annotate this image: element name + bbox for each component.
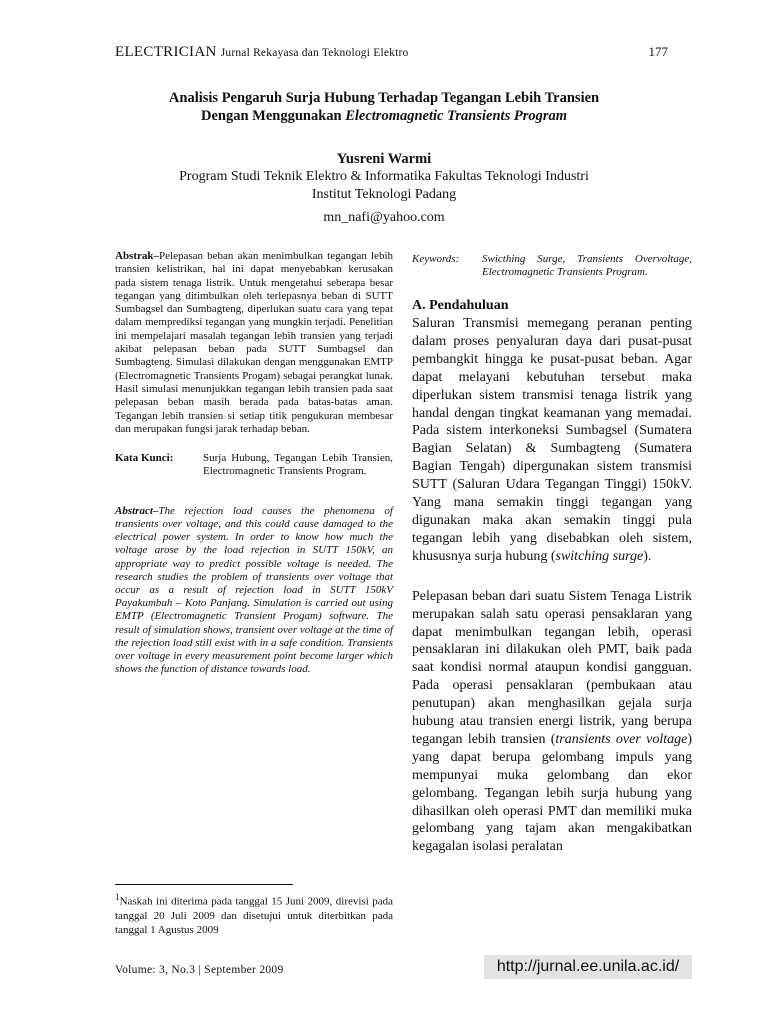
abstract-text: The rejection load causes the phenomena of transients over voltage, and this could cause damaged to the electrical power system. In order to know how much the voltage arose by the load rejection in SUTT 150kV, an appropriate way to predict possible voltage is needed. The research studies the problem of transients over voltage that occur as a result of rejection load in SUTT 150kV Payakumbuh – Koto Panjang. Simulation is carried out using EMTP (Electromagnetic Transient Progam) software. The result of simulation shows, transient over voltage at the time of the rejection load still exist with in a safe condition. Transients over voltage in every measurement point become larger which shows the function of distance towards load. bbox=[115, 504, 393, 676]
abstrak bbox=[115, 250, 393, 436]
journal-main-title: ELECTRICIAN bbox=[115, 44, 217, 60]
paper-title-line2-italic: Electromagnetic Transients Program bbox=[345, 108, 568, 124]
kata-kunci-label: Kata Kunci: bbox=[115, 452, 174, 465]
intro-p2-part-b: ) yang dapat berupa gelombang impuls yang mempunyai muka gelombang dan ekor gelombang. Tegangan lebih surja hubung yang dihasilkan oleh operasi PMT dan memiliki muka gelombang yang tajam akan mengakibatkan kegagalan isolasi peralatan bbox=[412, 731, 692, 855]
journal-subtitle: Jurnal Rekayasa dan Teknologi Elektro bbox=[220, 47, 409, 59]
page-number: 177 bbox=[648, 44, 668, 59]
footnote-marker: 1 bbox=[115, 892, 120, 902]
page-header bbox=[115, 44, 668, 66]
intro-paragraph-1 bbox=[412, 315, 692, 566]
footer-url-link[interactable]: http://jurnal.ee.unila.ac.id/ bbox=[484, 955, 692, 979]
journal-name bbox=[115, 44, 408, 61]
abstrak-text: Pelepasan beban akan menimbulkan tegangan lebih transien kelistrikan, hal ini dapat menyebabkan kerusakan pada sistem tenaga listrik. Untuk mengetahui seberapa besar tegangan yang ditimbulkan oleh terlepasnya beban di SUTT Sumbagsel dan Sumbagteng, diperlukan suatu cara yang tepat dalam memprediksi tegangan yang mungkin terjadi. Penelitian ini mempelajari masalah tegangan lebih transien yang terjadi akibat pelepasan beban pada SUTT Sumbagsel dan Sumbagteng. Simulasi dilakukan dengan menggunakan EMTP (Electromagnetic Transients Progam) sebagai perangkat lunak. Hasil simulasi menunjukkan tegangan lebih transien pada saat pelepasan beban masih berada pada batas-batas aman. Tegangan lebih transien si setiap titik pengukuran membesar dan merupakan fungsi jarak terhadap beban. bbox=[115, 250, 393, 435]
affiliation-line2: Institut Teknologi Padang bbox=[311, 187, 457, 202]
intro-paragraph-2 bbox=[412, 588, 692, 857]
intro-p2-part-a: Pelepasan beban dari suatu Sistem Tenaga Listrik merupakan salah satu operasi pensaklaran yang dapat menimbulkan tegangan lebih, operasi pensaklaran ini dilakukan oleh PMT, baik pada saat kondisi normal ataupun kondisi gangguan. Pada operasi pensaklaran (pembukaan atau penutupan) akan menghasilkan gejala surja hubung atau transien energi listrik, yang berupa tegangan lebih transien ( bbox=[412, 588, 692, 747]
author-name: Yusreni Warmi bbox=[336, 151, 432, 167]
paper-title-line2 bbox=[80, 107, 688, 125]
paper-title bbox=[80, 89, 688, 125]
intro-p1-part-b: ). bbox=[643, 548, 652, 564]
affiliation-line1: Program Studi Teknik Elektro & Informatika Fakultas Teknologi Industri bbox=[179, 169, 589, 184]
right-column bbox=[412, 253, 692, 856]
keywords-text: Swicthing Surge, Transients Overvoltage, Electromagnetic Transients Program. bbox=[482, 253, 692, 278]
section-title: A. Pendahuluan bbox=[412, 298, 509, 313]
title-block bbox=[80, 89, 688, 226]
author-email[interactable]: mn_nafi@yahoo.com bbox=[323, 210, 445, 225]
keywords-label: Keywords: bbox=[412, 253, 460, 265]
intro-p1-part-a: Saluran Transmisi memegang peranan penting dalam proses penyaluran daya dari pusat-pusat pembangkit hingga ke pusat-pusat beban. Agar dapat melayani kebutuhan tersebut maka diperlukan sistem transmisi tenaga listrik yang handal dengan tingkat keamanan yang memadai. Pada sistem interkoneksi Sumbagsel (Sumatera Bagian Selatan) & Sumbagteng (Sumatera Bagian Tengah) dipergunakan sistem transmisi SUTT (Saluran Udara Tegangan Tinggi) 150kV. Yang mana semakin tinggi tegangan yang digunakan maka akan semakin tinggi pula tegangan lebih yang disebabkan oleh sistem, khususnya surja hubung ( bbox=[412, 316, 692, 564]
footnote-divider bbox=[115, 884, 293, 885]
paper-title-line2-prefix: Dengan Menggunakan bbox=[200, 108, 346, 124]
paper-title-line1: Analisis Pengaruh Surja Hubung Terhadap Tegangan Lebih Transien bbox=[168, 90, 600, 106]
left-column bbox=[115, 250, 393, 676]
abstract-english bbox=[115, 505, 393, 677]
keywords bbox=[412, 253, 692, 279]
intro-p1-italic: switching surge bbox=[555, 548, 644, 564]
abstrak-label: Abstrak– bbox=[115, 250, 160, 262]
footnote bbox=[115, 890, 393, 937]
page-footer-volume: Volume: 3, No.3 | September 2009 bbox=[115, 964, 284, 976]
abstract-label: Abstract– bbox=[115, 504, 159, 517]
kata-kunci-text: Surja Hubung, Tegangan Lebih Transien, Electromagnetic Transients Program. bbox=[203, 452, 393, 478]
intro-p2-italic: transients over voltage bbox=[555, 731, 688, 747]
kata-kunci bbox=[115, 452, 393, 479]
footnote-text: Naskah ini diterima pada tanggal 15 Juni 2009, direvisi pada tanggal 20 Juli 2009 dan disetujui untuk diterbitkan pada tanggal 1 Agustus 2009 bbox=[115, 895, 393, 936]
